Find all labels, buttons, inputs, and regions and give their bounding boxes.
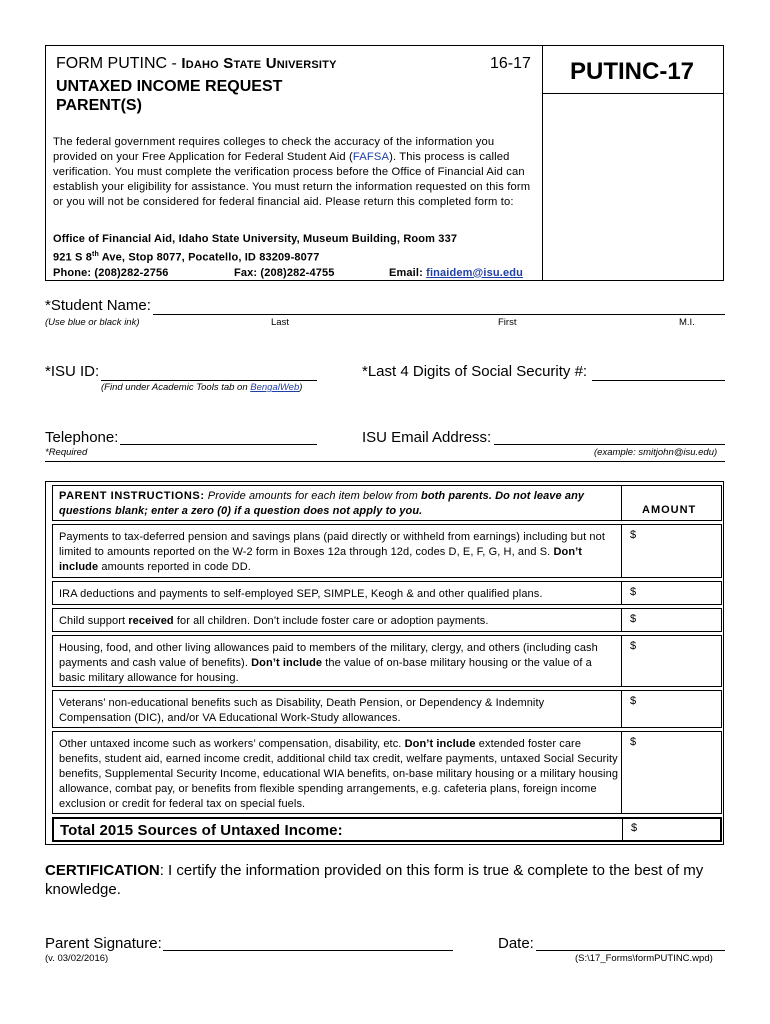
- isu-email-label: ISU Email Address:: [362, 429, 492, 446]
- total-row: [52, 817, 722, 842]
- amount-field[interactable]: $: [621, 635, 723, 687]
- middle-initial-caption: M.I.: [679, 317, 695, 328]
- isu-id-note: (Find under Academic Tools tab on BengalWeb): [101, 382, 303, 393]
- ssn-field[interactable]: [592, 363, 725, 381]
- office-fax: Fax: (208)282-4755: [234, 266, 335, 279]
- office-phone: Phone: (208)282-2756: [53, 266, 169, 279]
- table-row: IRA deductions and payments to self-employed SEP, SIMPLE, Keogh & and other qualified plans. $: [52, 581, 722, 605]
- table-row: Veterans’ non-educational benefits such as Disability, Death Pension, or Dependency & Indemnity Compensation (DIC), and/or VA Educational Work-Study allowances. $: [52, 690, 722, 728]
- isu-id-label: *ISU ID:: [45, 363, 100, 380]
- certification: CERTIFICATION: I certify the information provided on this form is true & complete to the best of my knowledge.: [45, 862, 704, 898]
- form-year: 16-17: [490, 55, 531, 72]
- file-path-note: (S:\17_Forms\formPUTINC.wpd): [575, 953, 713, 964]
- total-amount-field[interactable]: $: [622, 817, 724, 842]
- isu-id-field[interactable]: [101, 363, 317, 381]
- required-note: *Required: [45, 447, 88, 458]
- total-label: Total 2015 Sources of Untaxed Income:: [60, 822, 343, 839]
- date-label: Date:: [498, 935, 534, 952]
- parent-signature-field[interactable]: [163, 935, 453, 951]
- intro-paragraph: The federal government requires colleges to check the accuracy of the information you provided on your Free Application for Federal Student Aid (FAFSA). This process is called verification. You must complete the verification process before the Office of Financial Aid can establish your eligibility for assistance. You must return the information requested on this form or you will not be considered for federal financial aid. Please return this completed form to:: [53, 136, 531, 208]
- table-row: Payments to tax-deferred pension and savings plans (paid directly or withheld from earnings) including but not limited to amounts reported on the W-2 form in Boxes 12a through 12d, codes D, E, F, G, H, and S. Don’t include amounts reported in code DD. $: [52, 524, 722, 578]
- parent-instructions: PARENT INSTRUCTIONS: Provide amounts for each item below from both parents. Do not leave any questions blank; enter a zero (0) if a question does not apply to you.: [59, 490, 585, 517]
- amount-field[interactable]: $: [621, 524, 723, 578]
- table-row: Child support received for all children. Don’t include foster care or adoption payments. $: [52, 608, 722, 632]
- form-subtitle: UNTAXED INCOME REQUEST PARENT(S): [56, 78, 283, 114]
- table-row: Other untaxed income such as workers’ compensation, disability, etc. Don’t include extended foster care benefits, student aid, earned income credit, additional child tax credit, welfare payments, untaxed Social Security benefits, Supplemental Security Income, educational WIA benefits, on-base military housing or a military housing allowance, combat pay, or benefits from flexible spending arrangements, e.g. cafeteria plans, foreign income exclusion or credit for federal tax on special fuels. $: [52, 731, 722, 814]
- telephone-label: Telephone:: [45, 429, 119, 446]
- office-address: Office of Financial Aid, Idaho State University, Museum Building, Room 337 921 S 8th Ave, Stop 8077, Pocatello, ID 83209-8077 Phone: (208)282-2756 Fax: (208)282-4755 Email: finaidem@isu.edu: [53, 233, 523, 279]
- student-name-field[interactable]: [153, 297, 725, 315]
- section-divider: [45, 461, 725, 462]
- fafsa-link[interactable]: FAFSA: [352, 151, 390, 163]
- ssn-label: *Last 4 Digits of Social Security #:: [362, 363, 588, 380]
- parent-signature-label: Parent Signature:: [45, 935, 162, 952]
- first-name-caption: First: [498, 317, 517, 328]
- version-note: (v. 03/02/2016): [45, 953, 109, 964]
- amount-header: AMOUNT: [642, 504, 697, 516]
- ink-note: (Use blue or black ink): [45, 317, 140, 328]
- telephone-field[interactable]: [120, 429, 317, 445]
- instructions-row: [52, 485, 722, 521]
- isu-email-field[interactable]: [494, 429, 725, 445]
- table-row: Housing, food, and other living allowances paid to members of the military, clergy, and others (including cash payments and cash value of benefits). Don’t include the value of on-base military housing or the value of a basic military allowance for housing. $: [52, 635, 722, 687]
- last-name-caption: Last: [271, 317, 289, 328]
- date-field[interactable]: [536, 935, 725, 951]
- amount-field[interactable]: $: [621, 608, 723, 632]
- office-email-link[interactable]: finaidem@isu.edu: [426, 266, 523, 279]
- amount-field[interactable]: $: [621, 731, 723, 814]
- amount-field[interactable]: $: [621, 690, 723, 728]
- student-name-label: *Student Name:: [45, 297, 151, 314]
- form-code: PUTINC-17: [570, 58, 695, 85]
- university-name: Idaho State University: [181, 55, 337, 72]
- form-title: FORM PUTINC - Idaho State University: [56, 55, 337, 72]
- email-example: (example: smitjohn@isu.edu): [594, 447, 718, 458]
- amount-field[interactable]: $: [621, 581, 723, 605]
- bengalweb-link[interactable]: BengalWeb: [250, 382, 300, 393]
